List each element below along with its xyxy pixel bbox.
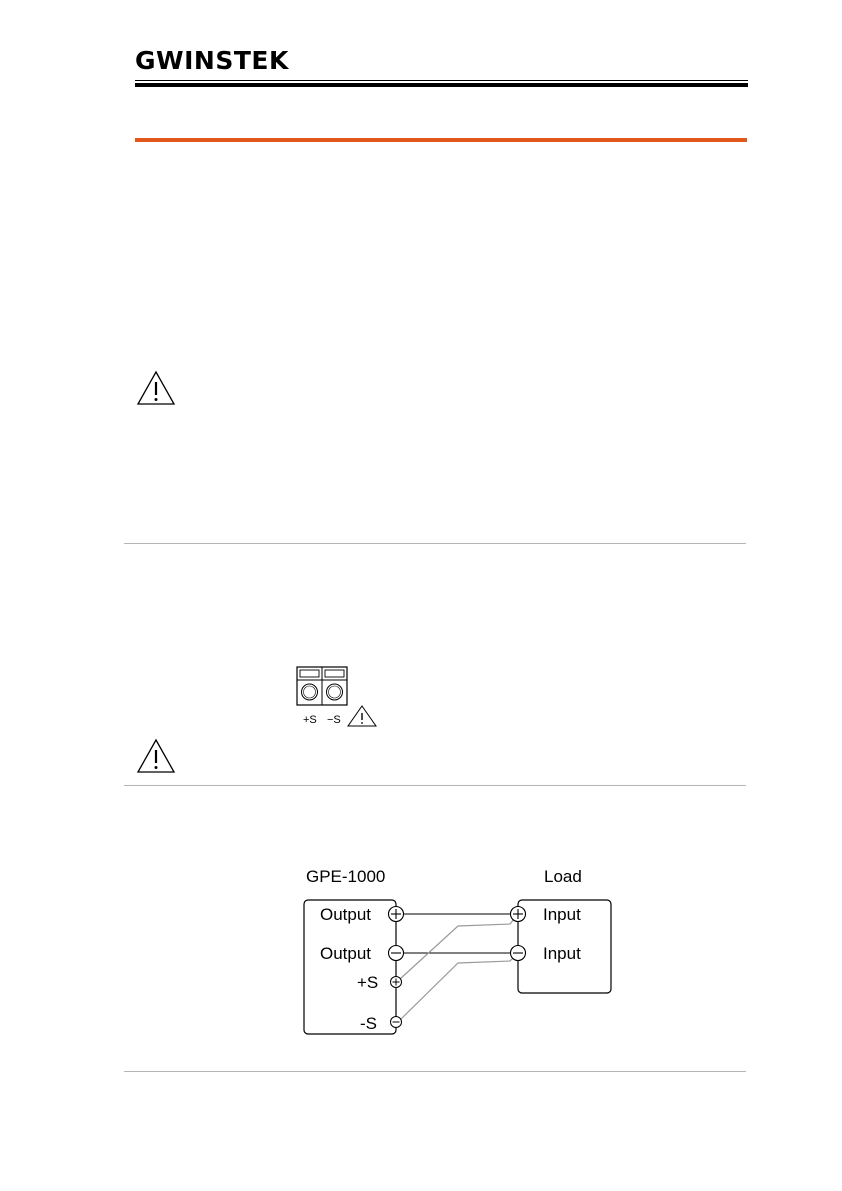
load-input-minus-label: Input bbox=[543, 944, 581, 963]
warning-triangle-icon bbox=[136, 370, 176, 406]
sense-minus-label: −S bbox=[327, 714, 341, 726]
terminal-minus-icon bbox=[389, 946, 404, 961]
supply-sense-plus-label: +S bbox=[357, 973, 379, 992]
terminal-plus-icon bbox=[389, 907, 404, 922]
sense-plus-label: +S bbox=[303, 714, 317, 726]
supply-name: GPE-1000 bbox=[306, 867, 386, 886]
section-separator bbox=[124, 543, 746, 544]
load-name: Load bbox=[544, 867, 582, 886]
section-separator bbox=[124, 1071, 746, 1072]
header-rule-thick bbox=[135, 83, 748, 87]
supply-sense-minus-label: -S bbox=[360, 1014, 377, 1033]
brand-logo: GWINSTEK bbox=[135, 46, 289, 75]
supply-output-minus-label: Output bbox=[320, 944, 372, 963]
terminal-minus-icon bbox=[391, 1017, 402, 1028]
section-title-rule bbox=[135, 138, 747, 142]
sense-terminal-illustration bbox=[296, 666, 378, 730]
terminal-plus-icon bbox=[511, 907, 526, 922]
warning-triangle-icon bbox=[136, 738, 176, 774]
terminal-minus-icon bbox=[511, 946, 526, 961]
supply-output-plus-label: Output bbox=[320, 905, 372, 924]
header-rule-thin bbox=[135, 80, 748, 81]
warning-triangle-icon bbox=[348, 706, 376, 726]
section-separator bbox=[124, 785, 746, 786]
load-input-plus-label: Input bbox=[543, 905, 581, 924]
remote-sense-wiring-diagram bbox=[296, 858, 618, 1040]
terminal-plus-icon bbox=[391, 977, 402, 988]
